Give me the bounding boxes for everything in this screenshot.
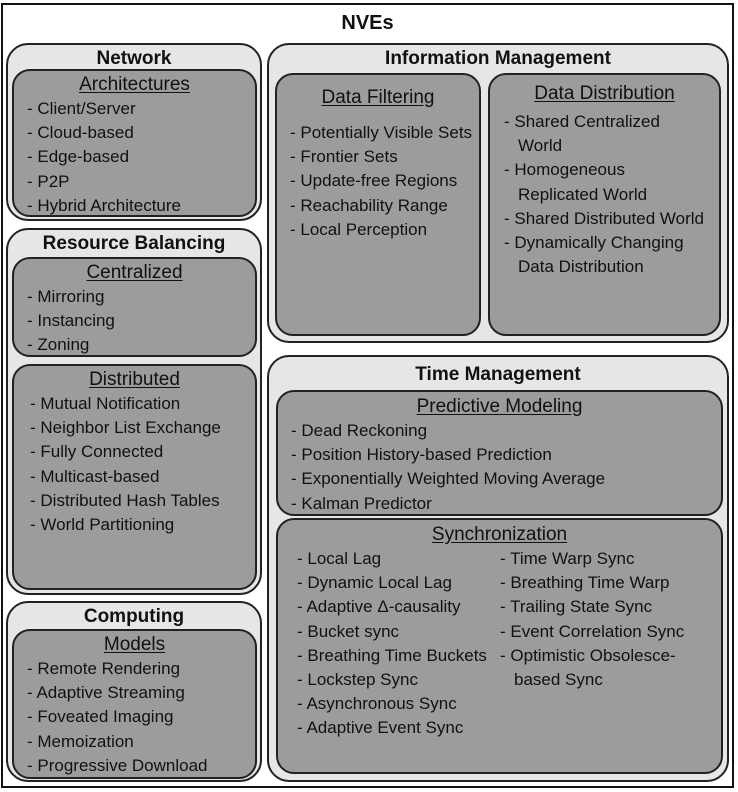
list-item: - Cloud-based <box>27 121 253 145</box>
synchronization-title: Synchronization <box>431 524 568 545</box>
data-filtering-list <box>290 121 474 242</box>
synchronization-right-list <box>500 547 710 692</box>
list-item: - Adaptive Event Sync <box>297 716 503 740</box>
list-item: - Breathing Time Warp <box>500 571 710 595</box>
list-item: - Shared Centralized World <box>504 110 704 158</box>
computing-panel <box>6 601 262 782</box>
network-title: Network <box>96 48 172 69</box>
list-item: - Update-free Regions <box>290 169 474 193</box>
diagram-title: NVEs <box>341 12 394 34</box>
list-item: - Trailing State Sync <box>500 595 710 619</box>
list-item: - Remote Rendering <box>27 657 253 681</box>
predictive-modeling-title: Predictive Modeling <box>416 396 583 417</box>
centralized-box <box>12 257 257 357</box>
list-item: - Foveated Imaging <box>27 705 253 729</box>
list-item: - Kalman Predictor <box>291 492 715 516</box>
list-item: - World Partitioning <box>30 513 240 537</box>
predictive-modeling-list <box>291 419 715 516</box>
architectures-list <box>27 97 253 218</box>
list-item: - Mutual Notification <box>30 392 240 416</box>
models-box <box>12 629 257 779</box>
list-item: - Frontier Sets <box>290 145 474 169</box>
data-distribution-box <box>488 73 721 336</box>
information-management-title: Information Management <box>385 48 611 69</box>
list-item: - P2P <box>27 170 253 194</box>
distributed-list <box>30 392 240 537</box>
list-item: - Neighbor List Exchange <box>30 416 240 440</box>
data-distribution-title: Data Distribution <box>534 83 675 104</box>
list-item: - Adaptive Streaming <box>27 681 253 705</box>
list-item: - Edge-based <box>27 145 253 169</box>
data-filtering-box <box>275 73 481 336</box>
list-item: - Homogeneous Replicated World <box>504 158 704 206</box>
network-panel <box>6 43 262 221</box>
data-distribution-list <box>504 110 704 279</box>
information-management-panel <box>267 43 729 343</box>
list-item: - Adaptive Δ-causality <box>297 595 503 619</box>
models-list <box>27 657 253 778</box>
list-item: - Time Warp Sync <box>500 547 710 571</box>
list-item: - Zoning <box>27 333 253 357</box>
centralized-title: Centralized <box>86 262 183 283</box>
list-item: - Dead Reckoning <box>291 419 715 443</box>
computing-title: Computing <box>83 606 185 627</box>
list-item: - Fully Connected <box>30 440 240 464</box>
architectures-title: Architectures <box>79 74 190 95</box>
list-item: - Exponentially Weighted Moving Average <box>291 467 715 491</box>
list-item: - Local Lag <box>297 547 503 571</box>
list-item: - Mirroring <box>27 285 253 309</box>
list-item: - Potentially Visible Sets <box>290 121 474 145</box>
distributed-title: Distributed <box>89 369 180 390</box>
resource-balancing-panel <box>6 228 262 595</box>
list-item: - Distributed Hash Tables <box>30 489 240 513</box>
list-item: - Local Perception <box>290 218 474 242</box>
distributed-box <box>12 364 257 590</box>
list-item: - Reachability Range <box>290 194 474 218</box>
predictive-modeling-box <box>276 390 723 516</box>
data-filtering-title: Data Filtering <box>321 87 435 108</box>
time-management-title: Time Management <box>415 364 581 385</box>
synchronization-left-list <box>297 547 503 741</box>
list-item: - Event Correlation Sync <box>500 620 710 644</box>
list-item: - Asynchronous Sync <box>297 692 503 716</box>
list-item: - Multicast-based <box>30 465 240 489</box>
list-item: - Shared Distributed World <box>504 207 704 231</box>
list-item: - Progressive Download <box>27 754 253 778</box>
list-item: - Bucket sync <box>297 620 503 644</box>
list-item: - Memoization <box>27 730 253 754</box>
list-item: - Instancing <box>27 309 253 333</box>
list-item: - Lockstep Sync <box>297 668 503 692</box>
models-title: Models <box>103 634 166 655</box>
list-item: - Optimistic Obsolesce-based Sync <box>500 644 710 692</box>
list-item: - Hybrid Architecture <box>27 194 253 218</box>
list-item: - Dynamic Local Lag <box>297 571 503 595</box>
architectures-box <box>12 69 257 217</box>
synchronization-box <box>276 518 723 774</box>
list-item: - Breathing Time Buckets <box>297 644 503 668</box>
list-item: - Dynamically Changing Data Distribution <box>504 231 704 279</box>
list-item: - Position History-based Prediction <box>291 443 715 467</box>
resource-balancing-title: Resource Balancing <box>42 233 226 254</box>
time-management-panel <box>267 355 729 782</box>
list-item: - Client/Server <box>27 97 253 121</box>
centralized-list <box>27 285 253 358</box>
